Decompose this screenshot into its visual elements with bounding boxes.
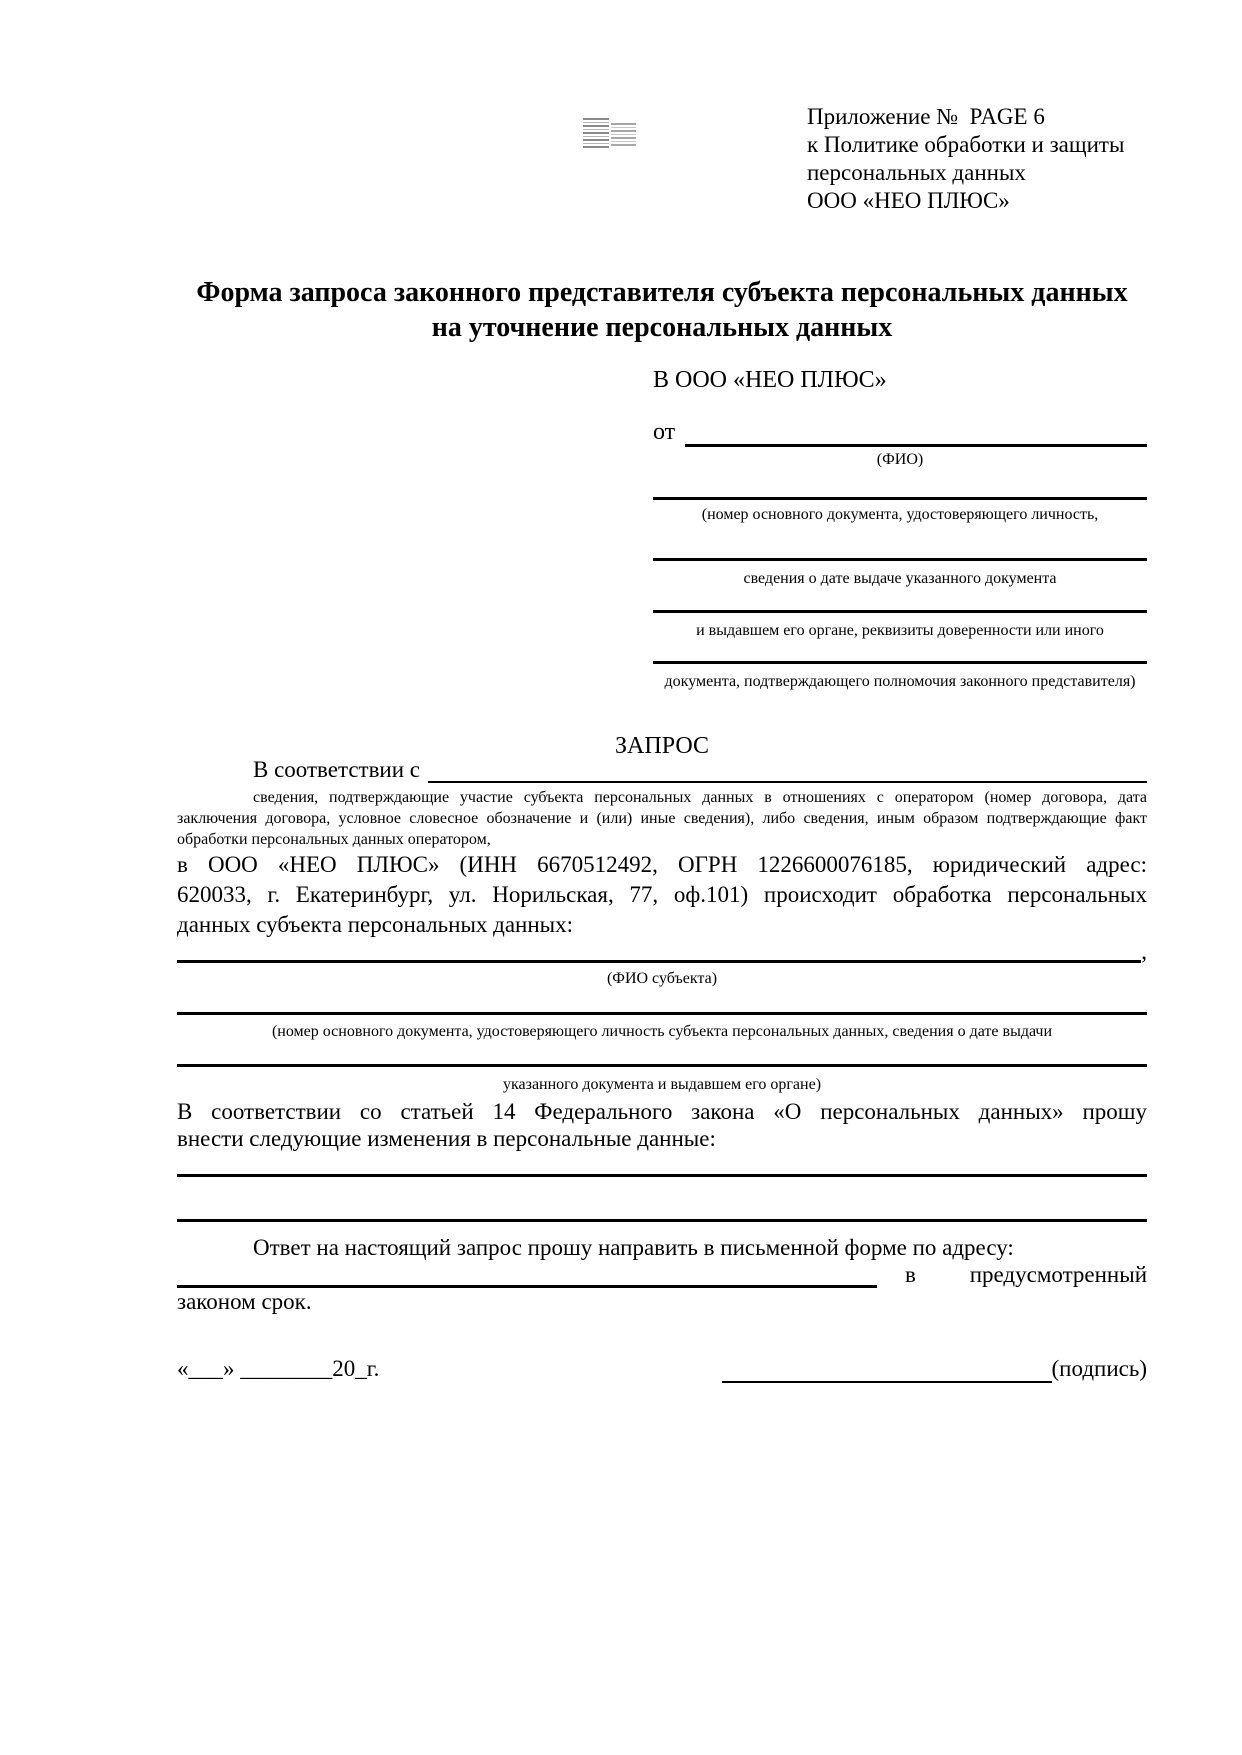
operator-paragraph: [177, 850, 1147, 940]
form-title-line-1: Форма запроса законного представителя субъекта персональных данных: [196, 277, 1128, 308]
fio-input-line[interactable]: [685, 444, 1147, 447]
signature-group: [722, 1355, 1147, 1383]
authority-document-input-line[interactable]: [653, 641, 1147, 664]
lead-in-row: [177, 757, 1147, 783]
caption-signature: (подпись): [1051, 1356, 1147, 1381]
footnote-paragraph: [177, 787, 1147, 850]
trailing-comma: ,: [1141, 939, 1147, 964]
form-title-line-2: на уточнение персональных данных: [431, 312, 893, 343]
lead-in-label: В соответствии с: [253, 757, 421, 782]
subject-fio-input-line[interactable]: [177, 946, 1141, 963]
form-title: [177, 275, 1147, 345]
caption-authority-document: документа, подтверждающего полномочия законного представителя): [664, 673, 1136, 690]
law-line-2: внести следующие изменения в персональные данные:: [177, 1126, 716, 1151]
appendix-line-4: ООО «НЕО ПЛЮС»: [807, 188, 1010, 213]
law-paragraph: [177, 1098, 1147, 1152]
operator-line-2: 620033, г. Екатеринбург, ул. Норильская, 77, оф.101) происходит обработка персональных: [177, 882, 1147, 907]
appendix-block: [807, 103, 1147, 215]
subject-fio-row: [177, 940, 1147, 963]
date-field[interactable]: «___» ________20_г.: [177, 1356, 380, 1381]
operator-line-1: в ООО «НЕО ПЛЮС» (ИНН 6670512492, ОГРН 1226600076185, юридический адрес:: [177, 852, 1147, 877]
basis-input-line[interactable]: [428, 781, 1147, 783]
caption-document-number: (номер основного документа, удостоверяющего личность,: [701, 506, 1099, 523]
subject-document-input-line[interactable]: [177, 989, 1147, 1015]
caption-subject-document-2: указанного документа и выдавшем его органе): [502, 1076, 822, 1093]
addressee-block: [653, 365, 1147, 692]
subject-document-input-line-2[interactable]: [177, 1042, 1147, 1067]
caption-fio: (ФИО): [876, 451, 924, 468]
appendix-line-3: персональных данных: [807, 160, 1026, 185]
response-word-predusmotrenny: предусмотренный: [969, 1262, 1147, 1287]
changes-input-line-2[interactable]: [177, 1177, 1147, 1222]
footnote-line-1: сведения, подтверждающие участие субъекта персональных данных в отношениях с оператором (номер договора, дата: [253, 789, 1147, 806]
request-heading: ЗАПРОС: [615, 733, 709, 759]
caption-subject-document-1: (номер основного документа, удостоверяющего личность субъекта персональных данных, сведения о дате выдачи: [271, 1023, 1053, 1040]
footnote-line-2: заключения договора, условное словесное обозначение и (или) иные сведения), либо сведения, иным образом подтверждающие факт: [177, 810, 1147, 827]
document-content: [177, 0, 1147, 1383]
caption-issuing-authority: и выдавшем его органе, реквизиты доверенности или иного: [696, 622, 1104, 639]
signature-input-line[interactable]: [722, 1381, 1052, 1383]
issue-date-input-line[interactable]: [653, 525, 1147, 561]
changes-input-line-1[interactable]: [177, 1152, 1147, 1177]
response-line-3: законом срок.: [177, 1289, 312, 1314]
operator-line-3: данных субъекта персональных данных:: [177, 912, 574, 937]
response-line-1: Ответ на настоящий запрос прошу направить в письменной форме по адресу:: [253, 1235, 1014, 1260]
signature-row: [177, 1355, 1147, 1383]
addressee-from-row: [653, 395, 1147, 447]
from-label: от: [653, 419, 676, 445]
response-word-v: в: [905, 1262, 916, 1287]
document-number-input-line[interactable]: [653, 470, 1147, 500]
footnote-line-3: обработки персональных данных оператором,: [177, 831, 491, 848]
response-address-row: [177, 1261, 1147, 1288]
appendix-line-2: к Политике обработки и защиты: [807, 132, 1125, 157]
issuing-authority-input-line[interactable]: [653, 589, 1147, 613]
caption-subject-fio: (ФИО субъекта): [606, 970, 718, 987]
law-line-1: В соответствии со статьей 14 Федерального закона «О персональных данных» прошу: [177, 1099, 1147, 1124]
appendix-line-1: Приложение № PAGE 6: [807, 104, 1045, 129]
addressee-to: В ООО «НЕО ПЛЮС»: [653, 367, 887, 393]
caption-issue-date: сведения о дате выдаче указанного документа: [743, 570, 1057, 587]
